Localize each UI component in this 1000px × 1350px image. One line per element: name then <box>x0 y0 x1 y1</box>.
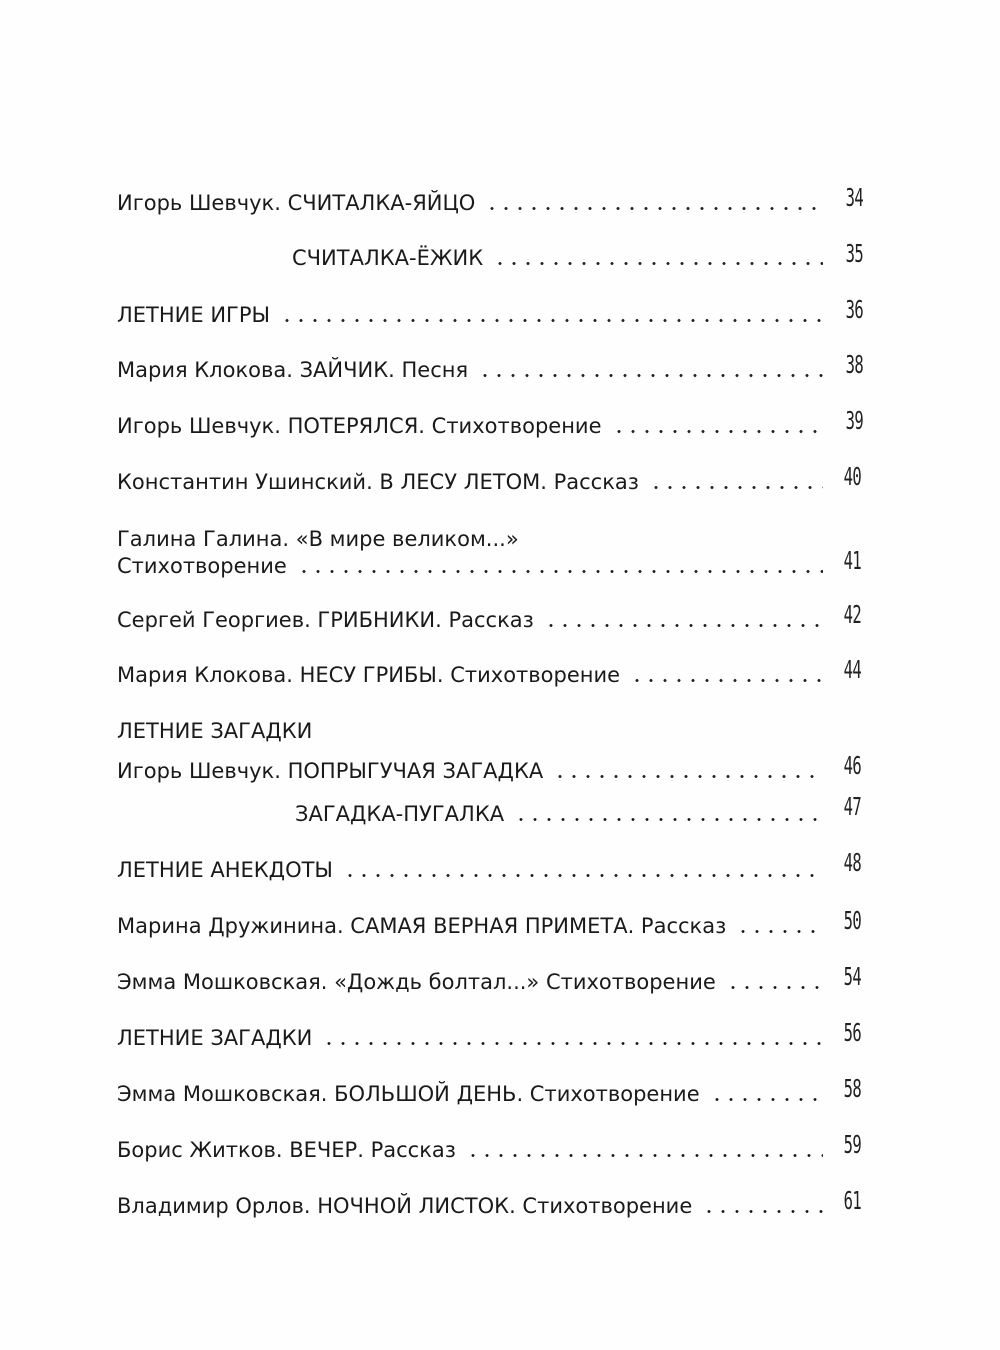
toc-entry-title: Эмма Мошковская. «Дождь болтал...» Стихотворение <box>117 970 716 994</box>
toc-page-number: 35 <box>845 239 864 268</box>
toc-leader-dots <box>280 319 823 322</box>
toc-leader-dots <box>322 1042 823 1045</box>
toc-entry-title: Владимир Орлов. НОЧНОЙ ЛИСТОК. Стихотворение <box>117 1194 693 1218</box>
toc-page-number: 40 <box>843 462 862 491</box>
toc-entry-title: Константин Ушинский. В ЛЕСУ ЛЕТОМ. Рассказ <box>117 470 639 494</box>
toc-page-number: 47 <box>843 792 862 821</box>
toc-page-number: 54 <box>843 962 862 991</box>
toc-entry-title: ЛЕТНИЕ ИГРЫ <box>117 303 271 327</box>
toc-page-number: 61 <box>843 1186 862 1215</box>
toc-entry-title: Игорь Шевчук. СЧИТАЛКА-ЯЙЦО <box>117 191 476 215</box>
toc-page-number: 50 <box>843 906 862 935</box>
toc-leader-dots <box>553 775 823 778</box>
toc-leader-dots <box>736 930 823 933</box>
toc-page-number: 56 <box>843 1018 862 1047</box>
toc-entry-title: ЛЕТНИЕ АНЕКДОТЫ <box>117 858 333 882</box>
toc-entry-title: Игорь Шевчук. ПОТЕРЯЛСЯ. Стихотворение <box>117 414 602 438</box>
toc-leader-dots <box>726 986 823 989</box>
section-heading: ЛЕТНИЕ ЗАГАДКИ <box>117 719 313 743</box>
toc-entry-title: ЗАГАДКА-ПУГАЛКА <box>295 802 505 826</box>
toc-leader-dots <box>514 818 823 821</box>
toc-entry-title: Мария Клокова. ЗАЙЧИК. Песня <box>117 358 469 382</box>
toc-entry-title: Борис Житков. ВЕЧЕР. Рассказ <box>117 1138 456 1162</box>
toc-page-number: 44 <box>843 655 862 684</box>
toc-leader-dots <box>710 1098 823 1101</box>
toc-leader-dots <box>297 570 823 573</box>
toc-page-number: 59 <box>843 1130 862 1159</box>
toc-leader-dots <box>544 624 823 627</box>
toc-page-number: 58 <box>843 1074 862 1103</box>
toc-page-number: 34 <box>845 183 864 212</box>
toc-leader-dots <box>466 1154 823 1157</box>
toc-page-number: 38 <box>845 350 864 379</box>
toc-entry-title: Сергей Георгиев. ГРИБНИКИ. Рассказ <box>117 608 534 632</box>
toc-page-number: 41 <box>843 546 862 575</box>
toc-leader-dots <box>702 1210 823 1213</box>
toc-page-number: 42 <box>843 600 862 629</box>
toc-entry-title: Игорь Шевчук. ПОПРЫГУЧАЯ ЗАГАДКА <box>117 759 544 783</box>
toc-leader-dots <box>343 874 823 877</box>
toc-entry-title: Мария Клокова. НЕСУ ГРИБЫ. Стихотворение <box>117 663 621 687</box>
toc-entry-title: ЛЕТНИЕ ЗАГАДКИ <box>117 1026 313 1050</box>
toc-leader-dots <box>478 374 823 377</box>
toc-entry-title: СЧИТАЛКА-ЁЖИК <box>292 246 484 270</box>
toc-leader-dots <box>612 430 824 433</box>
toc-page-number: 48 <box>843 848 862 877</box>
toc-entry-title-line1: Галина Галина. «В мире великом...» <box>117 527 519 551</box>
toc-entry-title: Стихотворение <box>117 554 287 578</box>
toc-page-number: 39 <box>845 406 864 435</box>
toc-entry-title: Марина Дружинина. САМАЯ ВЕРНАЯ ПРИМЕТА. Рассказ <box>117 914 727 938</box>
toc-leader-dots <box>630 679 823 682</box>
toc-page-number: 46 <box>843 751 862 780</box>
toc-entry-title: Эмма Мошковская. БОЛЬШОЙ ДЕНЬ. Стихотворение <box>117 1082 700 1106</box>
toc-leader-dots <box>493 262 823 265</box>
toc-leader-dots <box>485 207 823 210</box>
toc-page-number: 36 <box>845 295 864 324</box>
toc-leader-dots <box>649 486 823 489</box>
